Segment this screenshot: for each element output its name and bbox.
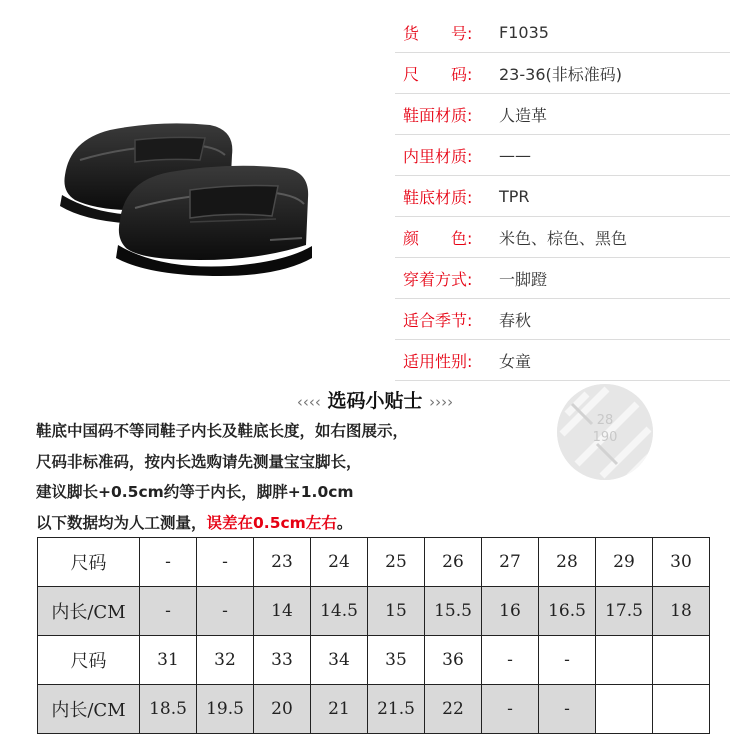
- row-header: 内长/CM: [38, 685, 140, 734]
- spec-label: 鞋面材质:: [403, 105, 473, 125]
- table-cell: 24: [311, 538, 368, 587]
- row-header: 尺码: [38, 538, 140, 587]
- table-cell: 18: [653, 587, 710, 636]
- table-cell: 14.5: [311, 587, 368, 636]
- table-cell: -: [482, 685, 539, 734]
- table-cell: [596, 685, 653, 734]
- table-cell: 19.5: [197, 685, 254, 734]
- spec-label: 鞋底材质:: [403, 187, 473, 207]
- tips-line: 尺码非标准码，按内长选购请先测量宝宝脚长，: [36, 452, 362, 471]
- table-cell: 35: [368, 636, 425, 685]
- table-cell: 28: [539, 538, 596, 587]
- spec-value: 23-36(非标准码): [499, 64, 622, 84]
- size-table: [37, 537, 710, 734]
- spec-value: F1035: [499, 22, 549, 42]
- table-cell: 17.5: [596, 587, 653, 636]
- spec-row-wear-style: [395, 258, 730, 299]
- table-cell: 32: [197, 636, 254, 685]
- table-row-size-1: [38, 538, 710, 587]
- table-row-size-2: [38, 636, 710, 685]
- spec-row-season: [395, 299, 730, 340]
- spec-row-gender: [395, 340, 730, 381]
- chevrons-left-icon: ‹‹‹‹: [296, 393, 321, 411]
- tips-line: 鞋底中国码不等同鞋子内长及鞋底长度，如右图展示，: [36, 422, 409, 440]
- table-cell: 31: [140, 636, 197, 685]
- spec-list: [395, 12, 730, 381]
- spec-label: 适用性别:: [403, 351, 473, 371]
- tips-error-warning: 误差在0.5cm左右: [206, 513, 337, 532]
- spec-value: 米色、棕色、黑色: [499, 228, 628, 248]
- tips-line4-prefix: 以下数据均为人工测量，: [36, 513, 207, 532]
- spec-value: 一脚蹬: [499, 269, 548, 289]
- spec-row-lining-material: [395, 135, 730, 176]
- table-cell: -: [539, 636, 596, 685]
- spec-value: ——: [499, 145, 531, 165]
- table-cell: 14: [254, 587, 311, 636]
- table-cell: 27: [482, 538, 539, 587]
- product-image-shoes: [40, 100, 340, 280]
- tips-line4-suffix: 。: [336, 513, 353, 532]
- spec-label: 货 号:: [403, 23, 473, 43]
- spec-value: 春秋: [499, 310, 532, 330]
- table-cell: 30: [653, 538, 710, 587]
- sole-size-image: [557, 384, 653, 480]
- table-cell: [653, 636, 710, 685]
- spec-value: 人造革: [499, 105, 548, 125]
- table-cell: [596, 636, 653, 685]
- row-header: 内长/CM: [38, 587, 140, 636]
- spec-value: TPR: [499, 186, 530, 206]
- table-cell: -: [197, 538, 254, 587]
- chevrons-right-icon: ››››: [429, 393, 454, 411]
- spec-label: 穿着方式:: [403, 269, 473, 289]
- table-cell: 23: [254, 538, 311, 587]
- table-cell: 34: [311, 636, 368, 685]
- table-cell: 36: [425, 636, 482, 685]
- table-cell: 21.5: [368, 685, 425, 734]
- table-cell: 20: [254, 685, 311, 734]
- table-cell: 29: [596, 538, 653, 587]
- table-cell: 21: [311, 685, 368, 734]
- table-cell: -: [482, 636, 539, 685]
- spec-label: 颜 色:: [403, 228, 473, 248]
- table-cell: -: [539, 685, 596, 734]
- table-cell: 16: [482, 587, 539, 636]
- table-row-length-2: [38, 685, 710, 734]
- spec-row-upper-material: [395, 94, 730, 135]
- spec-row-sole-material: [395, 176, 730, 217]
- table-cell: [653, 685, 710, 734]
- tips-title: [255, 386, 495, 413]
- table-cell: 15: [368, 587, 425, 636]
- table-cell: 15.5: [425, 587, 482, 636]
- sole-pattern-icon: [557, 384, 653, 480]
- spec-label: 内里材质:: [403, 146, 473, 166]
- table-cell: -: [197, 587, 254, 636]
- table-cell: -: [140, 538, 197, 587]
- spec-label: 适合季节:: [403, 310, 473, 330]
- tips-title-text: 选码小贴士: [327, 390, 423, 412]
- table-row-length-1: [38, 587, 710, 636]
- spec-row-color: [395, 217, 730, 258]
- table-cell: -: [140, 587, 197, 636]
- tips-body: [36, 416, 556, 538]
- table-cell: 25: [368, 538, 425, 587]
- spec-row-item-no: [395, 12, 730, 53]
- spec-label: 尺 码:: [403, 64, 473, 84]
- table-cell: 33: [254, 636, 311, 685]
- size-table-body: [38, 538, 710, 734]
- table-cell: 18.5: [140, 685, 197, 734]
- table-cell: 22: [425, 685, 482, 734]
- row-header: 尺码: [38, 636, 140, 685]
- tips-line: 建议脚长+0.5cm约等于内长，脚胖+1.0cm: [36, 483, 354, 501]
- sole-size-number: 28: [596, 413, 614, 428]
- table-cell: 16.5: [539, 587, 596, 636]
- tips-line: [36, 508, 556, 539]
- spec-value: 女童: [499, 351, 532, 371]
- spec-row-size: [395, 53, 730, 94]
- loafer-shoes-icon: [40, 100, 340, 280]
- table-cell: 26: [425, 538, 482, 587]
- sole-length-number: 190: [592, 430, 618, 445]
